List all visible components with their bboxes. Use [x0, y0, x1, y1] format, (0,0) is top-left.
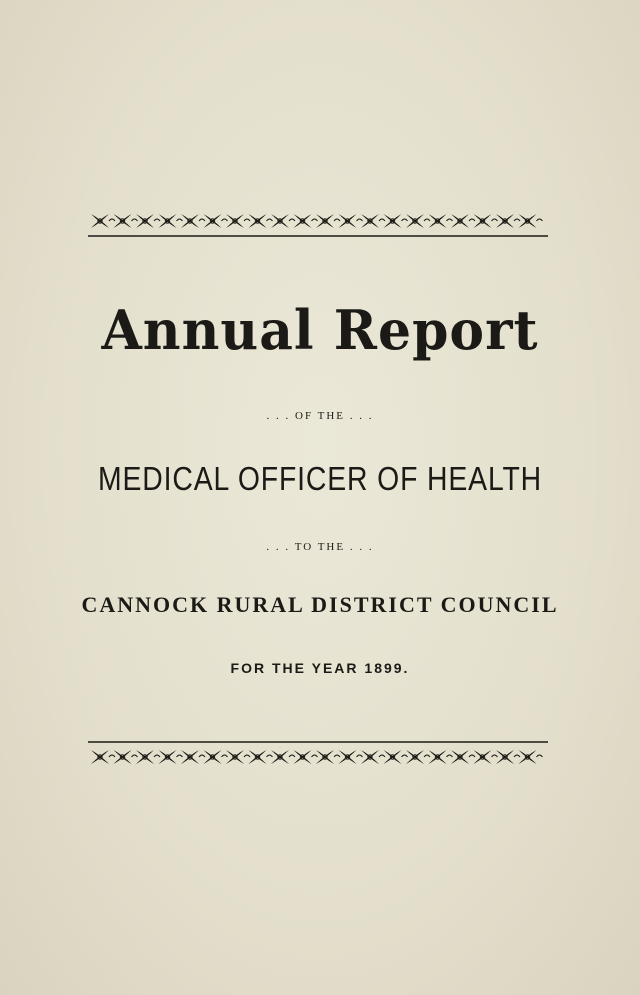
- bottom-ornament-border: [88, 740, 548, 770]
- report-title: Annual Report: [101, 298, 539, 363]
- of-the-line: . . . OF THE . . .: [266, 410, 374, 422]
- officer-heading: MEDICAL OFFICER OF HEALTH: [97, 460, 543, 497]
- to-the-line: . . . TO THE . . .: [266, 541, 374, 553]
- top-ornament-border: [88, 208, 548, 238]
- year-line: FOR THE YEAR 1899.: [230, 660, 410, 676]
- council-name: CANNOCK RURAL DISTRICT COUNCIL: [81, 592, 559, 617]
